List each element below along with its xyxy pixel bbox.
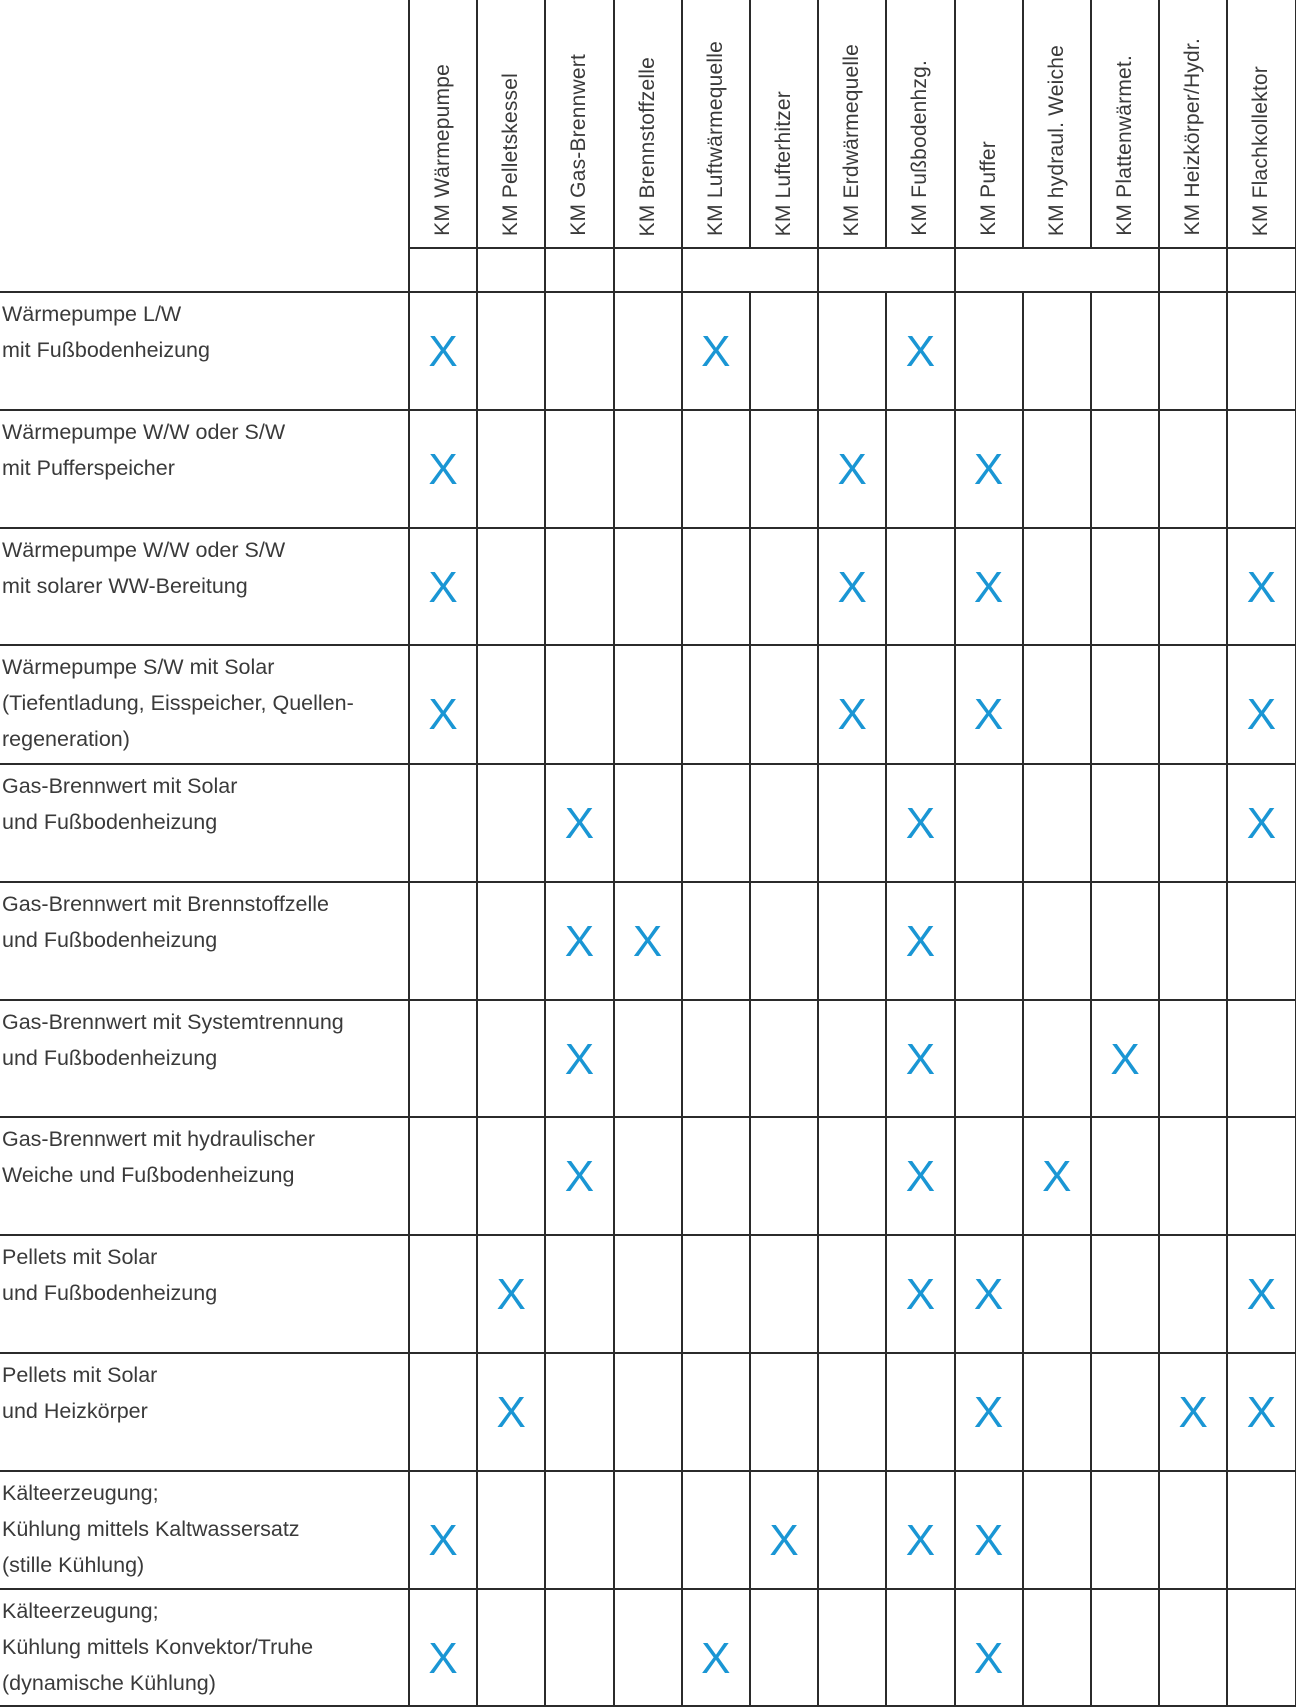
check-mark: X xyxy=(1178,1388,1208,1437)
check-mark: X xyxy=(905,1152,936,1201)
row-label-line: Pellets mit Solar xyxy=(2,1363,158,1387)
column-header xyxy=(1227,6,1295,236)
column-header xyxy=(1159,6,1227,236)
column-header xyxy=(409,6,477,236)
column-header xyxy=(545,6,613,236)
body-column-divider xyxy=(1090,292,1092,1706)
body-column-divider xyxy=(885,292,887,1706)
box-row-divider xyxy=(408,248,410,292)
check-mark: X xyxy=(905,917,936,966)
row-label-line: und Fußbodenheizung xyxy=(2,1046,218,1070)
header-column-divider xyxy=(885,0,887,248)
row-divider xyxy=(0,999,1296,1001)
row-label-line: Kühlung mittels Kaltwassersatz xyxy=(2,1517,300,1541)
row-label xyxy=(2,414,406,486)
check-mark: X xyxy=(973,445,1004,494)
check-mark: X xyxy=(905,1035,936,1084)
check-mark: X xyxy=(1110,1035,1140,1084)
row-divider xyxy=(0,409,1296,411)
check-mark: X xyxy=(905,327,936,376)
column-header-label: KM Flachkollektor xyxy=(1249,65,1273,236)
row-label-line: mit solarer WW-Bereitung xyxy=(2,574,248,598)
row-label-line: mit Fußbodenheizung xyxy=(2,338,210,362)
row-divider xyxy=(0,527,1296,529)
column-header xyxy=(750,6,818,236)
column-header-label: KM Luftwärmequelle xyxy=(703,40,727,236)
column-header-label: KM Gas-Brennwert xyxy=(567,54,591,236)
column-header-label: KM Fußbodenhzg. xyxy=(908,60,932,236)
check-mark: X xyxy=(1042,1152,1072,1201)
column-header-label: KM Brennstoffzelle xyxy=(635,56,659,236)
body-column-divider xyxy=(749,292,751,1706)
body-column-divider xyxy=(1158,292,1160,1706)
check-mark: X xyxy=(564,799,595,848)
header-column-divider xyxy=(954,0,956,248)
header-column-divider xyxy=(1158,0,1160,248)
check-mark: X xyxy=(769,1516,799,1565)
box-row-divider xyxy=(613,248,615,292)
column-header-label: KM Lufterhitzer xyxy=(772,90,795,236)
row-divider xyxy=(0,881,1296,883)
header-column-divider xyxy=(408,0,410,248)
check-mark: X xyxy=(1246,563,1277,612)
row-divider xyxy=(0,1234,1296,1236)
check-mark: X xyxy=(905,1270,936,1319)
row-label-line: Wärmepumpe L/W xyxy=(2,302,182,326)
check-mark: X xyxy=(701,1634,731,1683)
row-label-line: Gas-Brennwert mit hydraulischer xyxy=(2,1127,316,1151)
row-label-line: und Fußbodenheizung xyxy=(2,810,218,834)
row-label-line: Kühlung mittels Konvektor/Truhe xyxy=(2,1635,314,1659)
check-mark: X xyxy=(1246,1388,1277,1437)
box-row-divider xyxy=(1158,248,1160,292)
header-column-divider xyxy=(749,0,751,248)
column-header xyxy=(682,6,750,236)
row-label xyxy=(2,1357,406,1429)
column-header-label: KM hydraul. Weiche xyxy=(1044,44,1068,236)
check-mark: X xyxy=(428,690,458,739)
row-label xyxy=(2,1593,406,1701)
row-divider xyxy=(0,1352,1296,1354)
box-row-divider xyxy=(817,248,819,292)
check-mark: X xyxy=(1246,1270,1277,1319)
box-row-divider xyxy=(954,248,956,292)
row-label-line: und Fußbodenheizung xyxy=(2,928,218,952)
check-mark: X xyxy=(428,563,458,612)
check-mark: X xyxy=(564,1152,595,1201)
header-column-divider xyxy=(1022,0,1024,248)
column-header-label: KM Puffer xyxy=(976,141,1000,236)
body-column-divider xyxy=(954,292,956,1706)
check-mark: X xyxy=(564,917,595,966)
check-mark: X xyxy=(973,563,1004,612)
row-label-line: Gas-Brennwert mit Systemtrennung xyxy=(2,1010,344,1034)
row-label-line: Gas-Brennwert mit Solar xyxy=(2,774,238,798)
body-column-divider xyxy=(408,292,410,1706)
check-mark: X xyxy=(905,799,936,848)
check-mark: X xyxy=(496,1388,526,1437)
check-mark: X xyxy=(496,1270,526,1319)
row-divider xyxy=(0,291,1296,293)
column-header xyxy=(1091,6,1159,236)
check-mark: X xyxy=(1246,799,1277,848)
check-mark: X xyxy=(632,917,663,966)
row-label xyxy=(2,768,406,840)
header-column-divider xyxy=(544,0,546,248)
check-mark: X xyxy=(973,1634,1004,1683)
column-header xyxy=(477,6,545,236)
column-header-label: KM Erdwärmequelle xyxy=(840,43,864,236)
row-label-line: Kälteerzeugung; xyxy=(2,1481,159,1505)
check-mark: X xyxy=(973,690,1004,739)
row-label-line: Pellets mit Solar xyxy=(2,1245,158,1269)
row-label-line: (stille Kühlung) xyxy=(2,1553,145,1577)
header-column-divider xyxy=(1226,0,1228,248)
body-column-divider xyxy=(817,292,819,1706)
row-divider xyxy=(0,763,1296,765)
row-divider xyxy=(0,1705,1296,1707)
row-label-line: (dynamische Kühlung) xyxy=(2,1671,216,1695)
check-mark: X xyxy=(837,563,867,612)
check-mark: X xyxy=(973,1270,1004,1319)
box-row-divider xyxy=(476,248,478,292)
check-mark: X xyxy=(701,327,731,376)
row-label xyxy=(2,1004,406,1076)
row-divider xyxy=(0,644,1296,646)
header-column-divider xyxy=(613,0,615,248)
check-mark: X xyxy=(973,1516,1004,1565)
row-label xyxy=(2,1475,406,1583)
header-column-divider xyxy=(1090,0,1092,248)
row-divider xyxy=(0,1470,1296,1472)
body-column-divider xyxy=(544,292,546,1706)
row-label-line: Weiche und Fußbodenheizung xyxy=(2,1163,295,1187)
box-row-divider xyxy=(1226,248,1228,292)
check-mark: X xyxy=(973,1388,1004,1437)
row-label-line: mit Pufferspeicher xyxy=(2,456,175,480)
row-label-line: Kälteerzeugung; xyxy=(2,1599,159,1623)
row-label xyxy=(2,649,406,757)
row-divider xyxy=(0,1588,1296,1590)
check-mark: X xyxy=(1246,690,1277,739)
body-column-divider xyxy=(613,292,615,1706)
row-label xyxy=(2,886,406,958)
box-row-top-border xyxy=(408,247,1296,249)
column-header xyxy=(955,6,1023,236)
box-row-divider xyxy=(681,248,683,292)
row-divider xyxy=(0,1116,1296,1118)
check-mark: X xyxy=(428,1516,458,1565)
column-header xyxy=(1023,6,1091,236)
row-label-line: Gas-Brennwert mit Brennstoffzelle xyxy=(2,892,330,916)
header-column-divider xyxy=(817,0,819,248)
check-mark: X xyxy=(564,1035,595,1084)
check-mark: X xyxy=(428,1634,458,1683)
row-label-line: Wärmepumpe W/W oder S/W xyxy=(2,420,286,444)
column-header-label: KM Wärmepumpe xyxy=(431,64,454,236)
body-column-divider xyxy=(681,292,683,1706)
check-mark: X xyxy=(428,445,458,494)
check-mark: X xyxy=(837,690,867,739)
check-mark: X xyxy=(837,445,867,494)
header-column-divider xyxy=(681,0,683,248)
header-column-divider xyxy=(476,0,478,248)
row-label-line: (Tiefentladung, Eisspeicher, Quellen- xyxy=(2,691,354,715)
row-label-line: regeneration) xyxy=(2,727,130,751)
row-label xyxy=(2,296,406,368)
row-label xyxy=(2,1239,406,1311)
column-header xyxy=(886,6,954,236)
box-row-divider xyxy=(544,248,546,292)
row-label-line: Wärmepumpe W/W oder S/W xyxy=(2,538,286,562)
row-label-line: und Heizkörper xyxy=(2,1399,148,1423)
body-column-divider xyxy=(1022,292,1024,1706)
row-label-line: Wärmepumpe S/W mit Solar xyxy=(2,655,275,679)
column-header xyxy=(818,6,886,236)
column-header-label: KM Pelletskessel xyxy=(499,72,523,236)
body-column-divider xyxy=(1226,292,1228,1706)
row-label xyxy=(2,532,406,604)
body-column-divider xyxy=(476,292,478,1706)
check-mark: X xyxy=(428,327,458,376)
column-header-label: KM Heizkörper/Hydr. xyxy=(1181,38,1205,236)
check-mark: X xyxy=(905,1516,936,1565)
row-label-line: und Fußbodenheizung xyxy=(2,1281,218,1305)
column-header-label: KM Plattenwärmet. xyxy=(1113,55,1136,236)
row-label xyxy=(2,1121,406,1193)
column-header xyxy=(614,6,682,236)
